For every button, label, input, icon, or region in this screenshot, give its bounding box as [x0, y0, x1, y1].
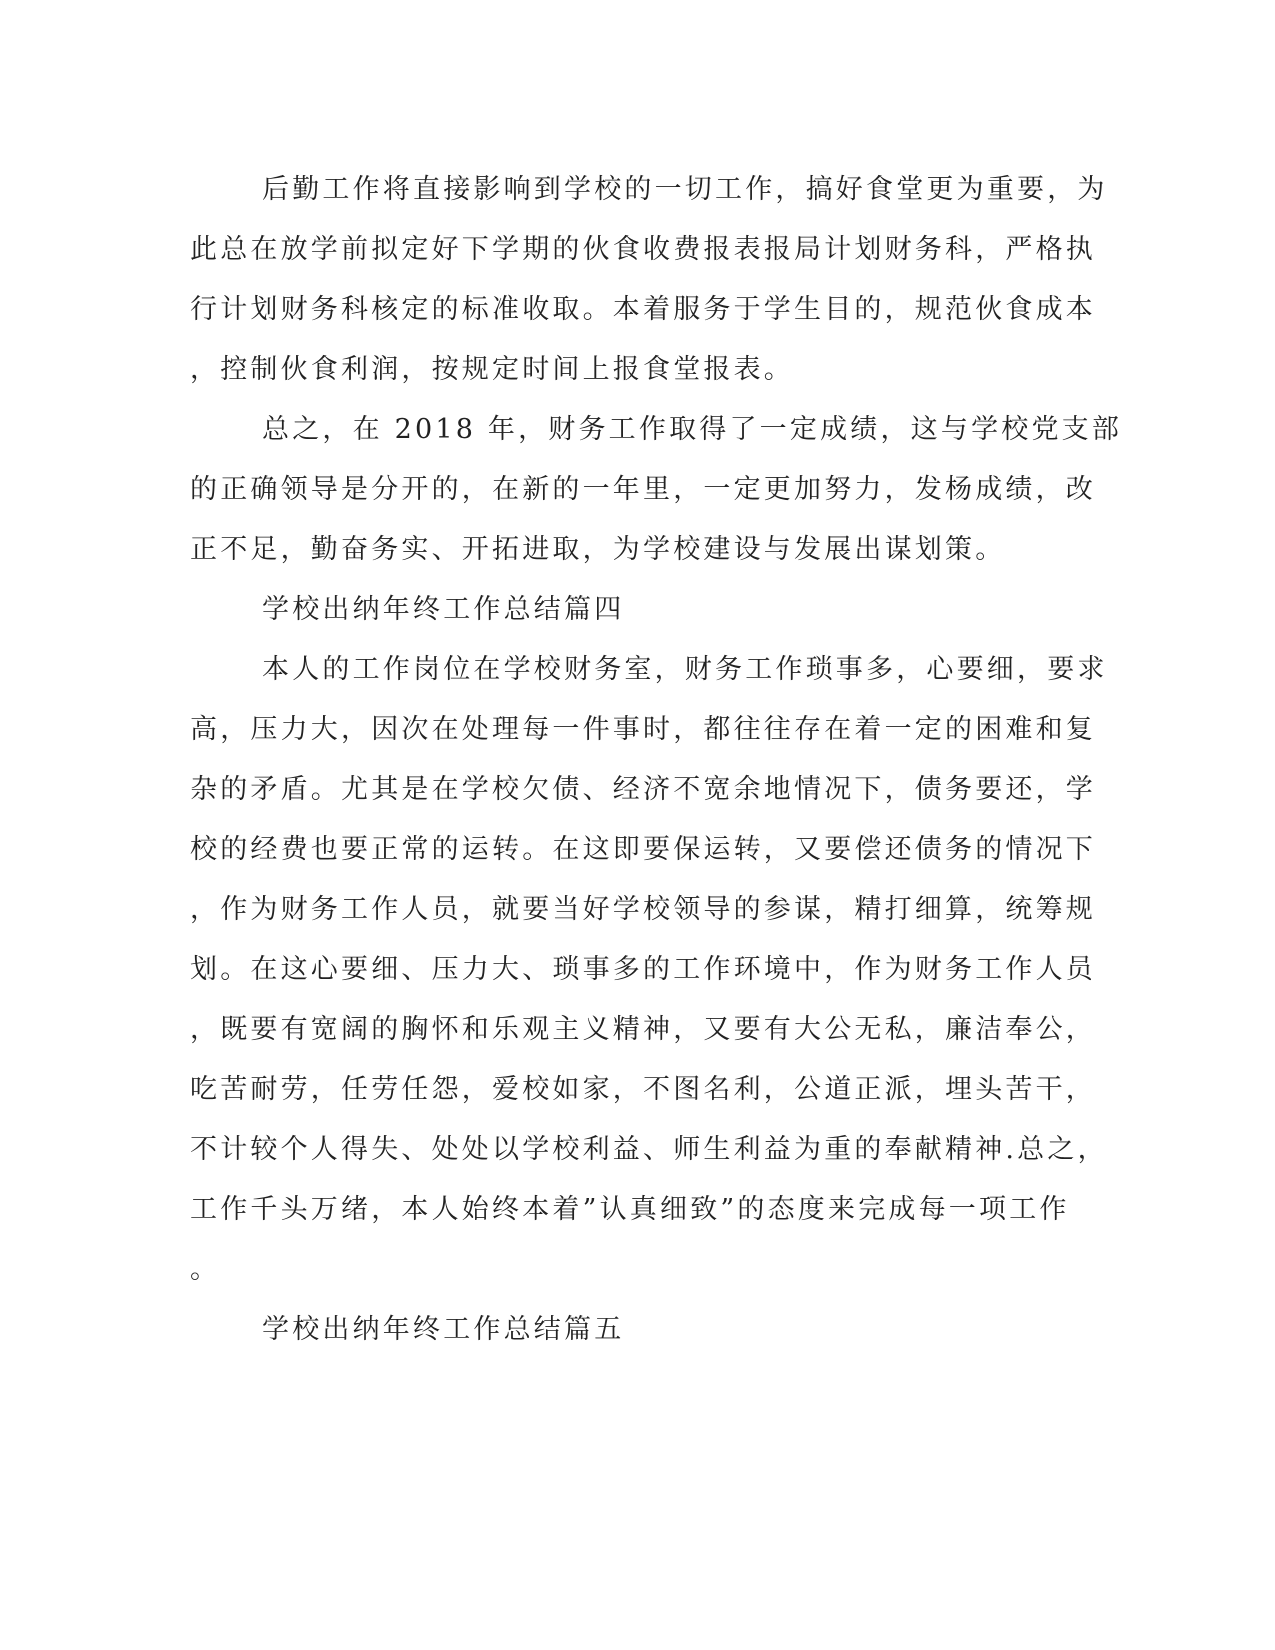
paragraph-line: 吃苦耐劳，任劳任怨，爱校如家，不图名利，公道正派，埋头苦干，: [190, 1074, 1096, 1105]
paragraph-line: ，作为财务工作人员，就要当好学校领导的参谋，精打细算，统筹规: [190, 894, 1096, 925]
section-heading: 学校出纳年终工作总结篇五: [262, 1314, 625, 1345]
paragraph-line: 工作千头万绪，本人始终本着”认真细致”的态度来完成每一项工作: [190, 1194, 1070, 1225]
paragraph-line: 校的经费也要正常的运转。在这即要保运转，又要偿还债务的情况下: [190, 834, 1096, 865]
paragraph-line: 高，压力大，因次在处理每一件事时，都往往存在着一定的困难和复: [190, 714, 1096, 745]
paragraph-line: ，既要有宽阔的胸怀和乐观主义精神，又要有大公无私，廉洁奉公，: [190, 1014, 1096, 1045]
paragraph-line: 杂的矛盾。尤其是在学校欠债、经济不宽余地情况下，债务要还，学: [190, 774, 1096, 805]
paragraph-line: 。: [190, 1254, 221, 1285]
paragraph-line: 后勤工作将直接影响到学校的一切工作，搞好食堂更为重要，为: [262, 174, 1108, 205]
paragraph-line: 此总在放学前拟定好下学期的伙食收费报表报局计划财务科，严格执: [190, 234, 1096, 265]
paragraph-line: 本人的工作岗位在学校财务室，财务工作琐事多，心要细，要求: [262, 654, 1108, 685]
paragraph-line: 总之，在 2018 年，财务工作取得了一定成绩，这与学校党支部: [262, 414, 1123, 445]
paragraph-line: 不计较个人得失、处处以学校利益、师生利益为重的奉献精神.总之，: [190, 1134, 1108, 1165]
paragraph-line: ，控制伙食利润，按规定时间上报食堂报表。: [190, 354, 794, 385]
paragraph-line: 的正确领导是分开的，在新的一年里，一定更加努力，发杨成绩，改: [190, 474, 1096, 505]
paragraph-line: 行计划财务科核定的标准收取。本着服务于学生目的，规范伙食成本: [190, 294, 1096, 325]
section-heading: 学校出纳年终工作总结篇四: [262, 594, 625, 625]
paragraph-line: 正不足，勤奋务实、开拓进取，为学校建设与发展出谋划策。: [190, 534, 1006, 565]
paragraph-line: 划。在这心要细、压力大、琐事多的工作环境中，作为财务工作人员: [190, 954, 1096, 985]
